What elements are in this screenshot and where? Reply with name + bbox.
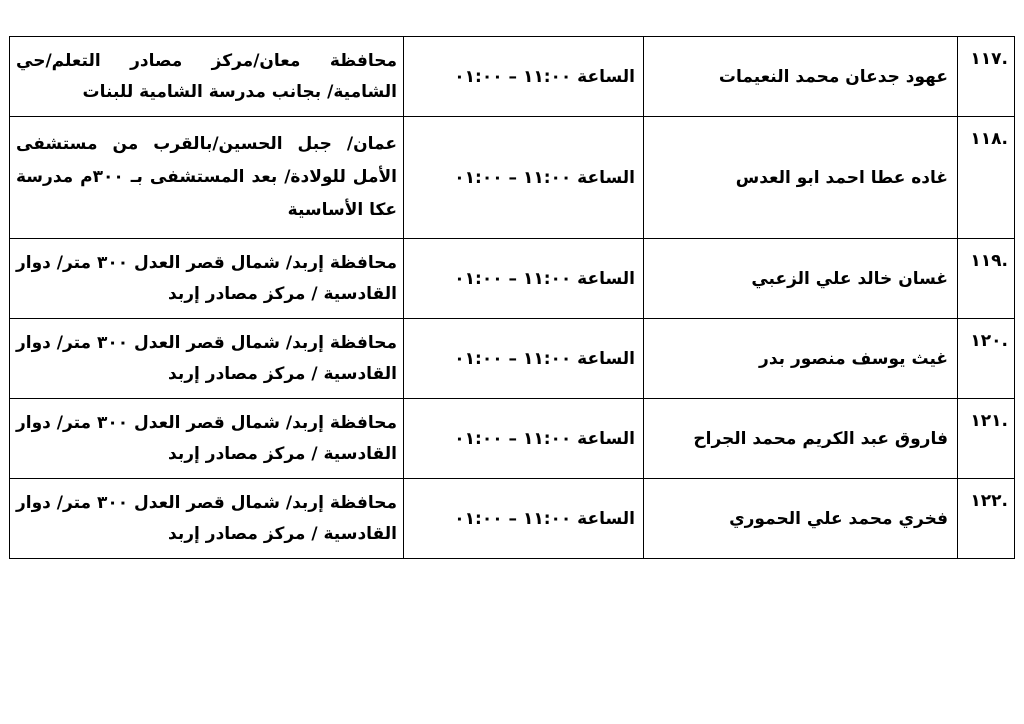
exam-time: الساعة ١١:٠٠ – ٠١:٠٠ [404, 239, 644, 319]
table-row [10, 239, 1015, 319]
candidate-name: فاروق عبد الكريم محمد الجراح [644, 399, 958, 479]
exam-location: محافظة إربد/ شمال قصر العدل ٣٠٠ متر/ دوار القادسية / مركز مصادر إربد [10, 239, 404, 319]
exam-location: محافظة إربد/ شمال قصر العدل ٣٠٠ متر/ دوار القادسية / مركز مصادر إربد [10, 399, 404, 479]
exam-time: الساعة ١١:٠٠ – ٠١:٠٠ [404, 37, 644, 117]
exam-location: عمان/ جبل الحسين/بالقرب من مستشفى الأمل للولادة/ بعد المستشفى بـ ٣٠٠م مدرسة عكا الأساسية [10, 117, 404, 239]
table-row [10, 479, 1015, 559]
exam-time: الساعة ١١:٠٠ – ٠١:٠٠ [404, 117, 644, 239]
candidate-name: فخري محمد علي الحموري [644, 479, 958, 559]
candidate-name: غسان خالد علي الزعبي [644, 239, 958, 319]
row-number: .١٢٢ [958, 479, 1015, 559]
exam-location: محافظة إربد/ شمال قصر العدل ٣٠٠ متر/ دوار القادسية / مركز مصادر إربد [10, 479, 404, 559]
exam-time: الساعة ١١:٠٠ – ٠١:٠٠ [404, 399, 644, 479]
row-number: .١١٨ [958, 117, 1015, 239]
row-number: .١٢١ [958, 399, 1015, 479]
table-row [10, 399, 1015, 479]
candidate-name: غاده عطا احمد ابو العدس [644, 117, 958, 239]
row-number: .١١٩ [958, 239, 1015, 319]
exam-location: محافظة إربد/ شمال قصر العدل ٣٠٠ متر/ دوار القادسية / مركز مصادر إربد [10, 319, 404, 399]
exam-time: الساعة ١١:٠٠ – ٠١:٠٠ [404, 479, 644, 559]
candidates-table [9, 36, 1015, 559]
exam-time: الساعة ١١:٠٠ – ٠١:٠٠ [404, 319, 644, 399]
exam-location: محافظة معان/مركز مصادر التعلم/حي الشامية/ بجانب مدرسة الشامية للبنات [10, 37, 404, 117]
table-row [10, 37, 1015, 117]
row-number: .١١٧ [958, 37, 1015, 117]
candidate-name: غيث يوسف منصور بدر [644, 319, 958, 399]
row-number: .١٢٠ [958, 319, 1015, 399]
candidate-name: عهود جدعان محمد النعيمات [644, 37, 958, 117]
table-row [10, 117, 1015, 239]
table-row [10, 319, 1015, 399]
